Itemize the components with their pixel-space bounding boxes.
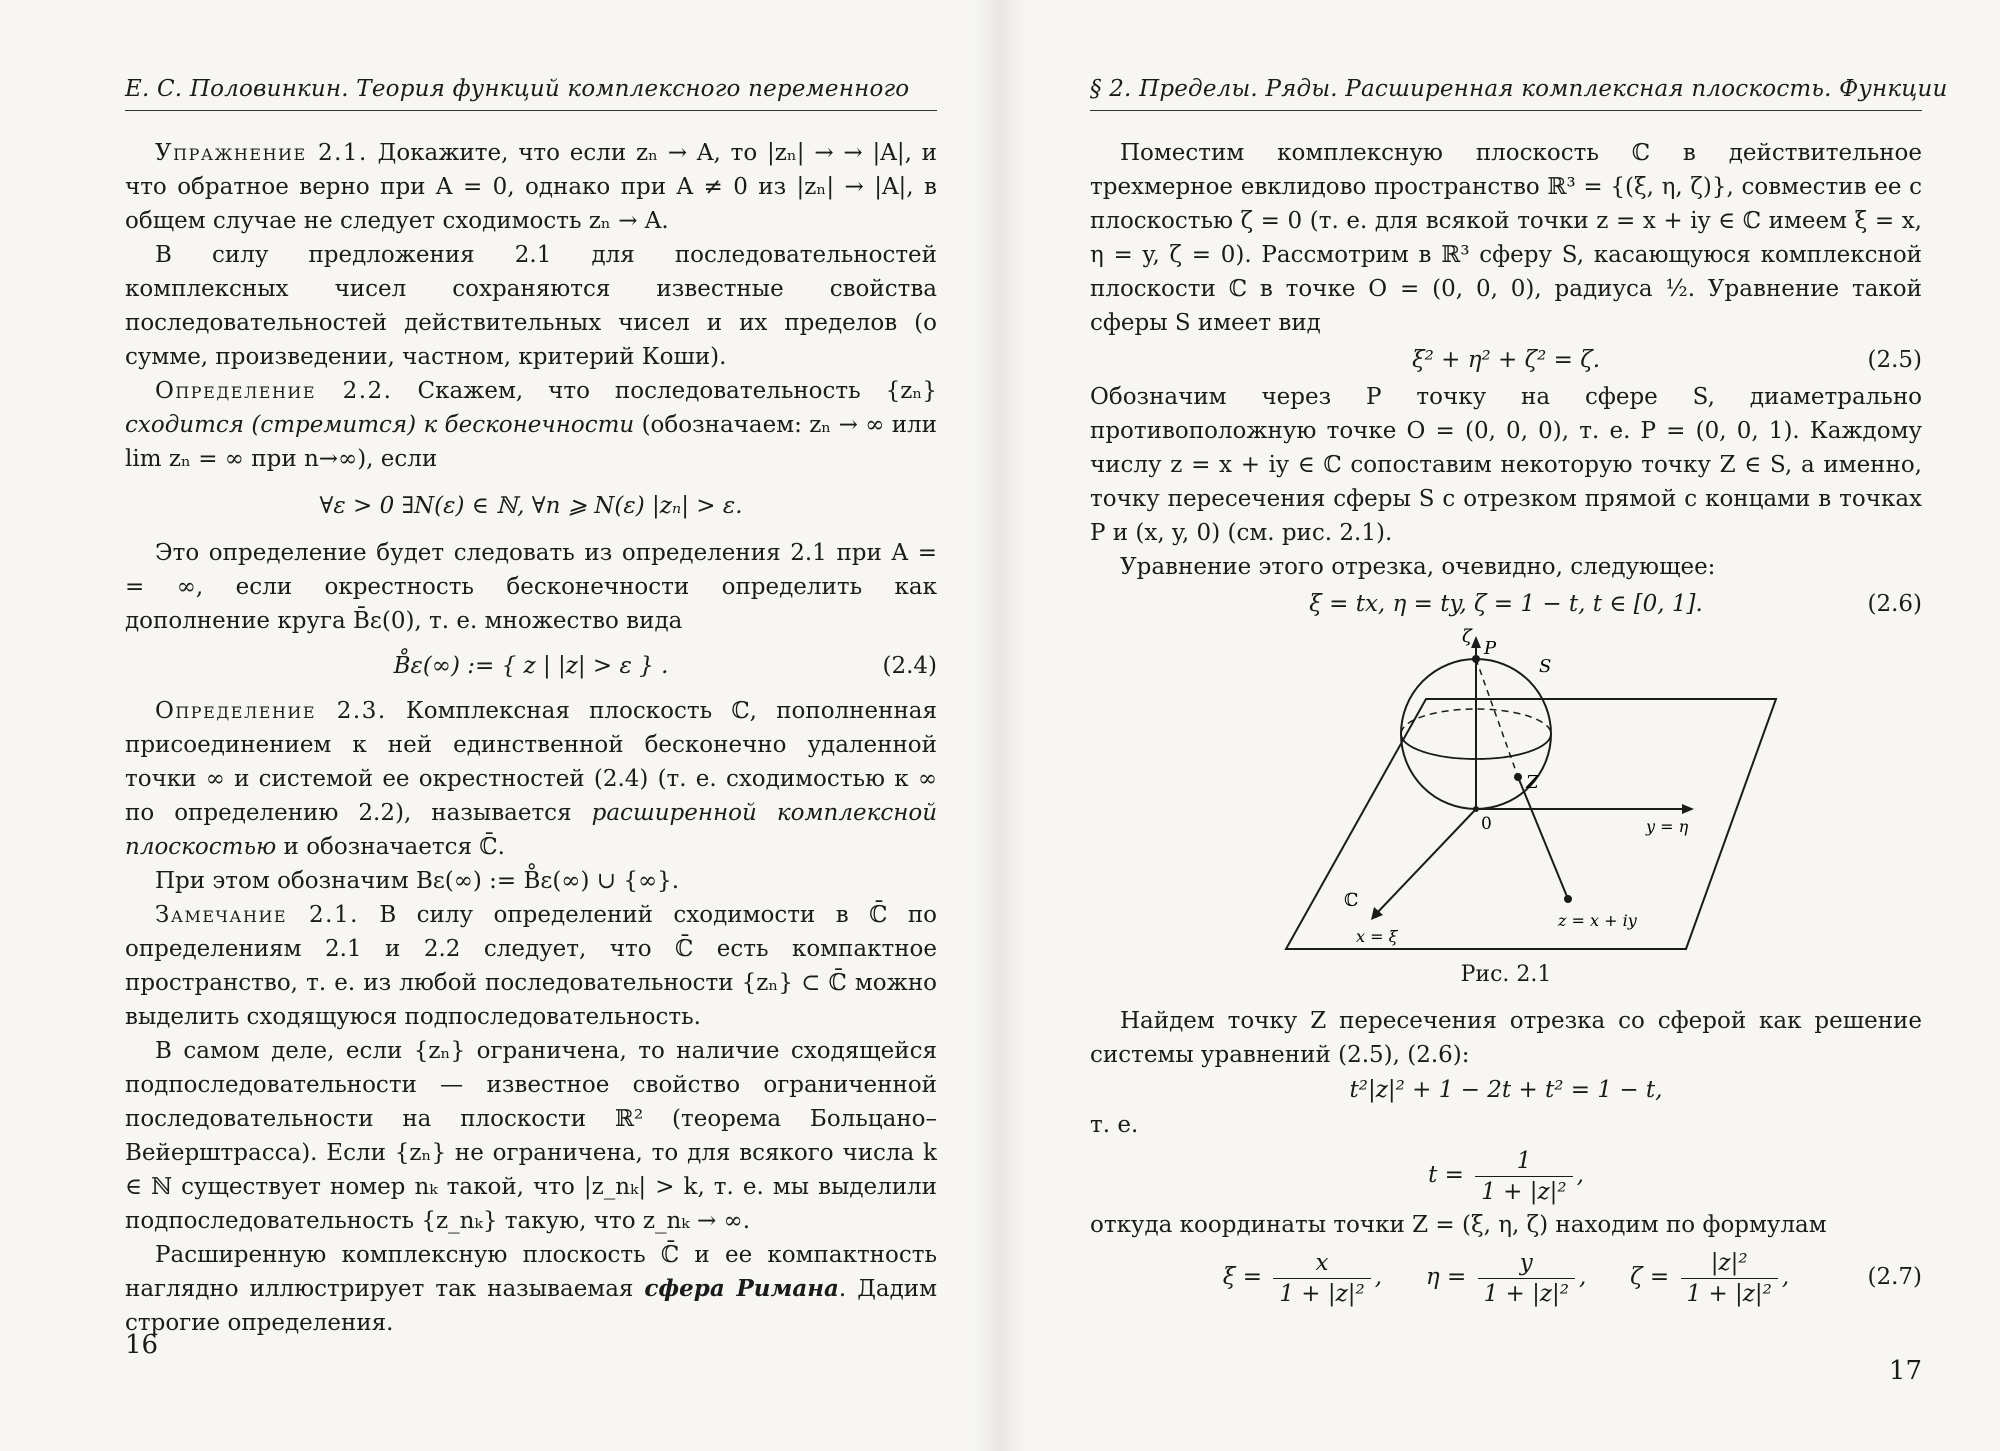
formula-system — [1090, 1072, 1922, 1108]
zeta-axis-arrow — [1471, 636, 1481, 648]
definition-2-2 — [125, 374, 937, 476]
f27-xi-fraction — [1273, 1248, 1370, 1309]
figure-caption: Рис. 2.1 — [1460, 962, 1552, 987]
f27-xi-denominator: 1 + |z|² — [1279, 1280, 1365, 1307]
def23-italic: расширенной комплексной плоскостью — [125, 800, 938, 860]
def23-label: Определение 2.3. — [155, 698, 387, 724]
label-C: ℂ — [1344, 890, 1359, 911]
para-indeed: В самом деле, если {zₙ} ограничена, то наличие сходящейся подпоследовательности — известное свойство ограниченной последовательности на плоскости ℝ² (теорема Больцано–Вейерштрасса). Если {zₙ} не ограничена, то для всякого числа k ∈ ℕ существует номер nₖ такой, что |z_nₖ| > k, т. е. мы выделили подпоследовательность {z_nₖ} такую, что z_nₖ → ∞. — [125, 1038, 937, 1234]
label-O: 0 — [1481, 814, 1492, 834]
f27-eta-lhs: η = — [1425, 1264, 1467, 1290]
def22-text-b: (обозначаем: zₙ → ∞ или lim zₙ = ∞ при n→∞), если — [125, 412, 937, 472]
xi-axis — [1376, 809, 1476, 914]
formula-2-6 — [1090, 584, 1922, 624]
label-te: т. е. — [1090, 1112, 1139, 1138]
formula-2-5 — [1090, 340, 1922, 380]
point-P — [1472, 655, 1480, 663]
para-segment: Уравнение этого отрезка, очевидно, следующее: — [1120, 554, 1716, 580]
eta-axis-arrow — [1682, 804, 1694, 814]
formula-t-denominator: 1 + |z|² — [1481, 1178, 1567, 1205]
formula-t-numerator: 1 — [1475, 1146, 1572, 1177]
right-running-head: § 2. Пределы. Ряды. Расширенная комплексная плоскость. Функции — [1090, 76, 1948, 102]
remark-label: Замечание 2.1. — [155, 902, 359, 928]
formula-2-6-number: (2.6) — [1867, 591, 1922, 617]
remark-text: В силу определений сходимости в ℂ̄ по определениям 2.1 и 2.2 следует, что ℂ̄ есть компактное пространство, т. е. из любой последовательности {zₙ} ⊂ ℂ̄ можно выделить сходящуюся подпоследовательность. — [125, 902, 937, 1030]
right-head-rule — [1090, 110, 1922, 111]
riemann-text-a: Расширенную комплексную плоскость ℂ̄ и ее компактность наглядно иллюстрирует так называемая — [125, 1242, 937, 1302]
riemann-bold: сфера Римана — [644, 1275, 839, 1302]
left-running-head: Е. С. Половинкин. Теория функций комплексного переменного — [125, 76, 910, 102]
f27-zeta-lhs: ζ = — [1630, 1264, 1670, 1290]
formula-2-7: ξ = $\frac{x}{\text{1 + |z|²}}$ , η = $\frac{y}{\text{1 + |z|²}}$ , ζ = $\frac{\text{|z|²}}{\text{1 + |z|²}}$ , (2.7) — [1090, 1242, 1922, 1312]
formula-2-4-text: B̊ε(∞) := { z | |z| > ε } . — [393, 653, 669, 679]
f27-eta-numerator: y — [1478, 1248, 1575, 1279]
right-page-number: 17 — [1888, 1356, 1922, 1386]
formula-2-5-number: (2.5) — [1867, 347, 1922, 373]
exercise-text: Докажите, что если zₙ → A, то |zₙ| → → |A|, и что обратное верно при A = 0, однако при A ≠ 0 из |zₙ| → |A|, в общем случае не следует сходимость zₙ → A. — [125, 140, 938, 234]
label-z: z = x + iy — [1558, 911, 1637, 930]
formula-t-lhs: t = — [1428, 1162, 1464, 1188]
para-place: Поместим комплексную плоскость ℂ в действительное трехмерное евклидово пространство ℝ³ = {(ξ, η, ζ)}, совместив ее с плоскостью ζ = 0 (т. е. для всякой точки z = x + iy ∈ ℂ имеем ξ = x, η = y, ζ = 0). Рассмотрим в ℝ³ сферу S, касающуюся комплексной плоскости ℂ в точке O = (0, 0, 0), радиуса ½. Уравнение такой сферы S имеет вид — [1090, 140, 1922, 336]
segment-outside-sphere — [1518, 777, 1568, 899]
para-whence: откуда координаты точки Z = (ξ, η, ζ) находим по формулам — [1090, 1212, 1827, 1238]
formula-quantifiers — [125, 486, 937, 526]
left-head-rule — [125, 110, 937, 111]
def23-text-a: Комплексная плоскость ℂ, пополненная присоединением к ней единственной бесконечно удаленной точки ∞ и системой ее окрестностей (2.4) (т. е. сходимостью к ∞ по определению 2.2), называется — [125, 698, 937, 826]
definition-2-3 — [125, 694, 937, 864]
point-z — [1564, 895, 1572, 903]
formula-2-7-number: (2.7) — [1867, 1264, 1922, 1290]
exercise-label: Упражнение 2.1. — [155, 140, 368, 166]
remark-2-1 — [125, 898, 937, 1034]
right-page — [1010, 0, 2000, 1451]
def22-label: Определение 2.2. — [155, 378, 393, 404]
def22-italic: сходится (стремится) к бесконечности — [125, 412, 635, 438]
formula-2-4 — [125, 646, 937, 686]
formula-quantifiers-text: ∀ε > 0 ∃N(ε) ∈ ℕ, ∀n ⩾ N(ε) |zₙ| > ε. — [319, 493, 743, 519]
f27-zeta-fraction — [1681, 1248, 1778, 1309]
riemann-sphere-figure — [1226, 624, 1786, 964]
complex-plane — [1286, 699, 1776, 949]
formula-2-4-number: (2.4) — [882, 653, 937, 679]
para-riemann — [125, 1238, 937, 1340]
para-denote-p: Обозначим через P точку на сфере S, диаметрально противоположную точке O = (0, 0, 0), т. е. P = (0, 0, 1). Каждому числу z = x + iy ∈ ℂ сопоставим некоторую точку Z ∈ S, а именно, точку пересечения сферы S с отрезком прямой с концами в точках P и (x, y, 0) (см. рис. 2.1). — [1090, 384, 1922, 546]
f27-zeta-denominator: 1 + |z|² — [1686, 1280, 1772, 1307]
riemann-text-b: . Дадим строгие определения. — [125, 1276, 937, 1336]
label-Z: Z — [1526, 772, 1539, 793]
exercise-2-1 — [125, 136, 937, 238]
left-page-number: 16 — [125, 1330, 159, 1360]
formula-system-text: t²|z|² + 1 − 2t + t² = 1 − t, — [1349, 1077, 1663, 1103]
f27-eta-denominator: 1 + |z|² — [1483, 1280, 1569, 1307]
point-O — [1473, 806, 1479, 812]
point-Z — [1514, 773, 1522, 781]
label-S: S — [1539, 656, 1552, 677]
label-zeta: ζ — [1462, 626, 1472, 647]
def23-text-b: и обозначается ℂ̄. — [283, 834, 505, 860]
f27-zeta-numerator: |z|² — [1681, 1248, 1778, 1279]
formula-t-fraction — [1475, 1146, 1572, 1207]
para-find: Найдем точку Z пересечения отрезка со сферой как решение системы уравнений (2.5), (2.6): — [1090, 1008, 1922, 1068]
left-body — [125, 136, 937, 1340]
f27-eta-fraction — [1478, 1248, 1575, 1309]
para-denote: При этом обозначим Bε(∞) := B̊ε(∞) ∪ {∞}. — [155, 868, 680, 894]
formula-t: t = $\frac{1}{\text{1 + |z|²}}$ , — [1428, 1147, 1584, 1205]
right-body — [1090, 136, 1922, 1312]
formula-2-5-text: ξ² + η² + ζ² = ζ. — [1411, 347, 1601, 373]
para-properties: В силу предложения 2.1 для последовательностей комплексных чисел сохраняются известные свойства последовательностей действительных чисел и их пределов (о сумме, произведении, частном, критерий Коши). — [125, 242, 937, 370]
f27-xi-lhs: ξ = — [1222, 1264, 1263, 1290]
label-P: P — [1484, 638, 1497, 659]
formula-2-6-text: ξ = tx, η = ty, ζ = 1 − t, t ∈ [0, 1]. — [1309, 591, 1703, 617]
f27-xi-numerator: x — [1273, 1248, 1370, 1279]
left-page — [0, 0, 990, 1451]
label-eta: y = η — [1646, 817, 1689, 836]
def22-text-a: Скажем, что последовательность {zₙ} — [417, 378, 937, 404]
label-xi: x = ξ — [1356, 927, 1398, 946]
para-follows: Это определение будет следовать из определения 2.1 при A = = ∞, если окрестность бесконечности определить как дополнение круга B̄ε(0), т. е. множество вида — [125, 540, 937, 634]
